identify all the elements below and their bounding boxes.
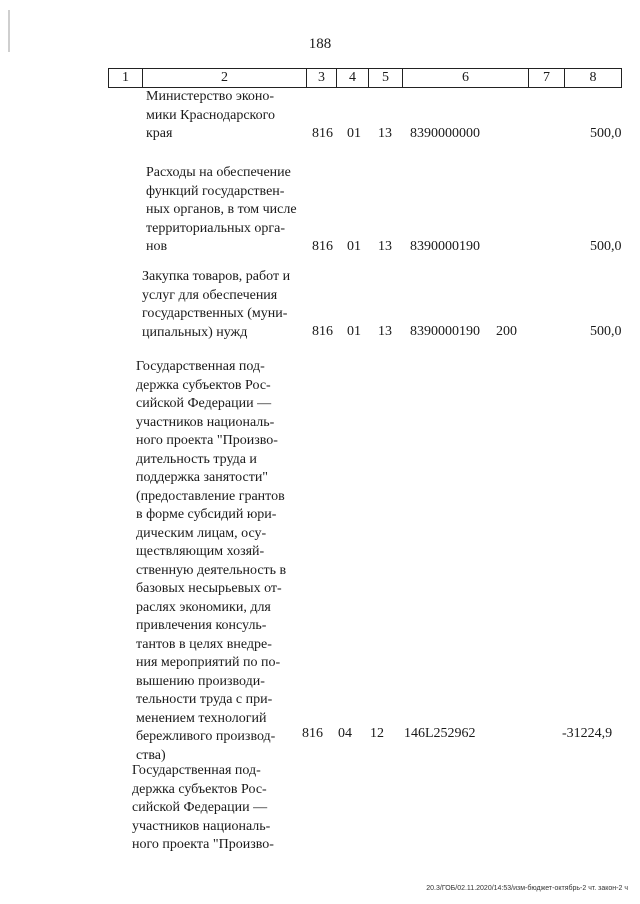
amount: 500,0 — [590, 126, 622, 141]
section-code: 04 — [338, 726, 352, 741]
ved-code: 816 — [312, 324, 333, 339]
header-col-5: 5 — [369, 69, 403, 87]
section-code: 01 — [347, 239, 361, 254]
subsection-code: 13 — [378, 324, 392, 339]
page-number: 188 — [308, 36, 332, 52]
row-description: Государственная под- держка субъектов Рос- сийской Федерации — участников националь- ного проекта "Произво- — [132, 763, 274, 852]
header-col-7: 7 — [529, 69, 565, 87]
header-col-4: 4 — [337, 69, 369, 87]
ved-code: 816 — [312, 239, 333, 254]
header-col-8: 8 — [589, 70, 597, 85]
header-col-3: 3 — [307, 69, 337, 87]
amount: 500,0 — [590, 324, 622, 339]
target-article-code: 146L252962 — [404, 726, 476, 741]
header-col-2: 2 — [143, 69, 307, 87]
subsection-code: 12 — [370, 726, 384, 741]
footer-file-note: 20.3/ГОБ/02.11.2020/14:53/изм-бюджет-октябрь-2 чт. закон-2 ч — [426, 885, 628, 892]
row-description: Расходы на обеспечение функций государствен- ных органов, в том числе территориальных орга- нов — [146, 165, 297, 254]
ved-code: 816 — [302, 726, 323, 741]
target-article-code: 8390000000 — [410, 126, 480, 141]
row-description: Государственная под- держка субъектов Рос- сийской Федерации — участников националь- ного проекта "Произво- дительность труда и поддержка занятости" (предоставление грантов в форме субсидий юри- дическим лицам, осу- ществляющим хозяй- ственную деятельность в базовых несырьевых от- раслях экономики, для привлечения консуль- тантов в целях внедре- ния мероприятий по по- вышению производи- тельности труда с при- менением технологий бережливого производ- ства) — [136, 359, 287, 763]
row-description: Министерство эконо- мики Краснодарского края — [146, 89, 276, 141]
section-code: 01 — [347, 324, 361, 339]
target-article-code: 8390000190 — [410, 324, 480, 339]
amount: -31224,9 — [562, 726, 613, 741]
subsection-code: 13 — [378, 126, 392, 141]
table-header-row — [108, 68, 622, 88]
target-article-code: 8390000190 — [410, 239, 480, 254]
subsection-code: 13 — [378, 239, 392, 254]
header-col-1: 1 — [109, 69, 143, 87]
header-col-6: 6 — [403, 69, 529, 87]
expense-type-code: 200 — [496, 324, 517, 339]
amount: 500,0 — [590, 239, 622, 254]
row-description: Закупка товаров, работ и услуг для обеспечения государственных (муни- ципальных) нужд — [142, 269, 291, 340]
section-code: 01 — [347, 126, 361, 141]
ved-code: 816 — [312, 126, 333, 141]
